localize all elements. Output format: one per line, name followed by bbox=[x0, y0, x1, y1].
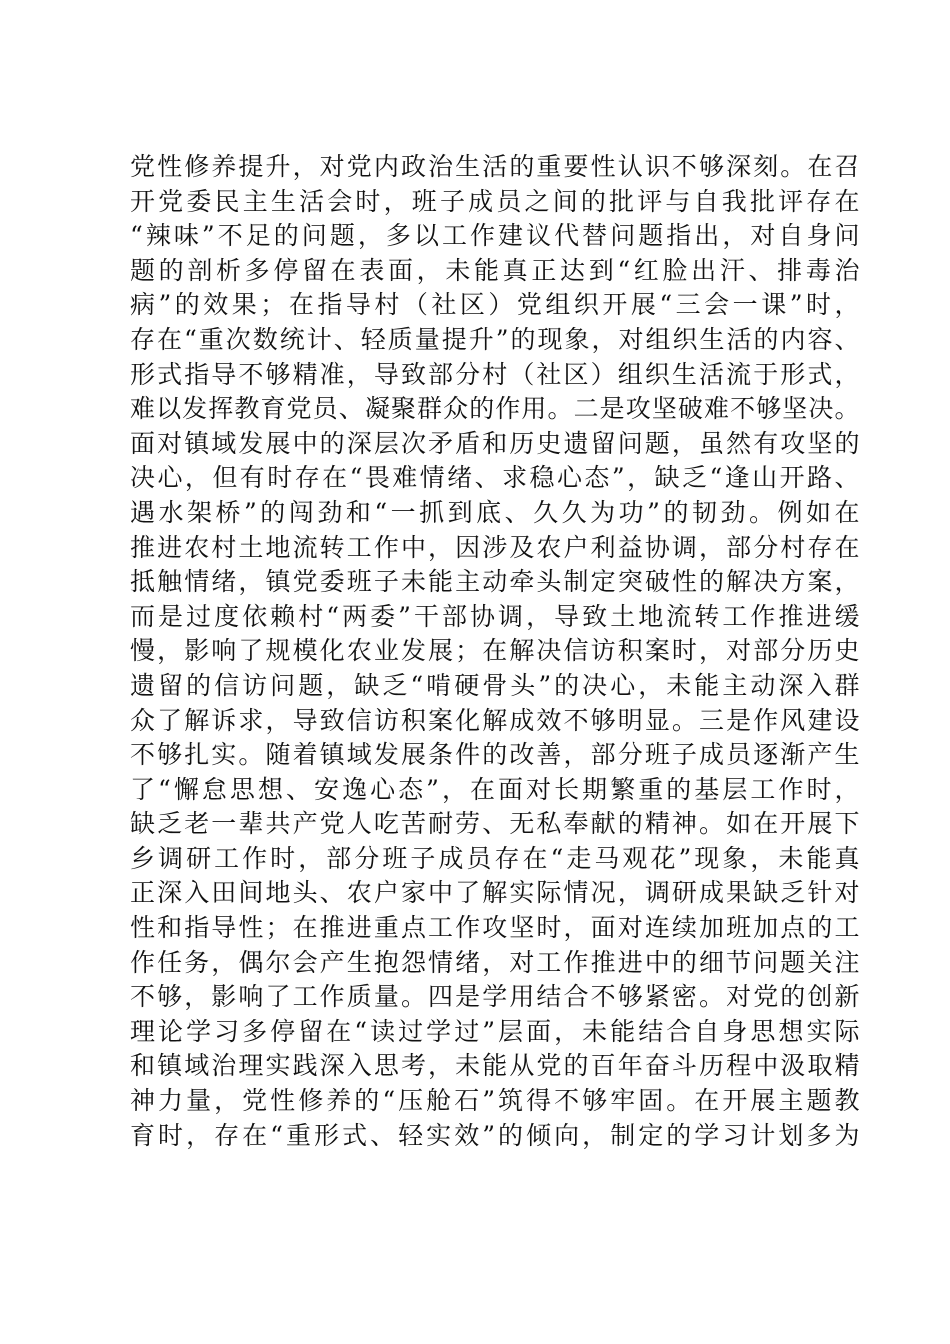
text-line: 而是过度依赖村“两委”干部协调，导致土地流转工作推进缓 bbox=[130, 601, 860, 631]
text-line: 不够，影响了工作质量。四是学用结合不够紧密。对党的创新 bbox=[130, 982, 860, 1012]
text-line: “辣味”不足的问题，多以工作建议代替问题指出，对自身问 bbox=[130, 221, 860, 251]
text-line: 遇水架桥”的闯劲和“一抓到底、久久为功”的韧劲。例如在 bbox=[130, 497, 860, 527]
text-line: 形式指导不够精准，导致部分村（社区）组织生活流于形式， bbox=[130, 359, 860, 389]
text-line: 和镇域治理实践深入思考，未能从党的百年奋斗历程中汲取精 bbox=[130, 1051, 860, 1081]
text-line: 开党委民主生活会时，班子成员之间的批评与自我批评存在 bbox=[130, 186, 860, 216]
text-line: 题的剖析多停留在表面，未能真正达到“红脸出汗、排毒治 bbox=[130, 255, 860, 285]
text-line: 不够扎实。随着镇域发展条件的改善，部分班子成员逐渐产生 bbox=[130, 740, 860, 770]
text-line: 育时，存在“重形式、轻实效”的倾向，制定的学习计划多为 bbox=[130, 1120, 860, 1150]
text-line: 众了解诉求，导致信访积案化解成效不够明显。三是作风建设 bbox=[130, 705, 860, 735]
text-line: 慢，影响了规模化农业发展；在解决信访积案时，对部分历史 bbox=[130, 636, 860, 666]
text-line: 病”的效果；在指导村（社区）党组织开展“三会一课”时， bbox=[130, 290, 860, 320]
text-line: 作任务，偶尔会产生抱怨情绪，对工作推进中的细节问题关注 bbox=[130, 947, 860, 977]
text-line: 决心，但有时存在“畏难情绪、求稳心态”，缺乏“逢山开路、 bbox=[130, 463, 860, 493]
text-line: 正深入田间地头、农户家中了解实际情况，调研成果缺乏针对 bbox=[130, 878, 860, 908]
body-text bbox=[130, 150, 860, 1153]
text-line: 缺乏老一辈共产党人吃苦耐劳、无私奉献的精神。如在开展下 bbox=[130, 809, 860, 839]
text-line: 神力量，党性修养的“压舱石”筑得不够牢固。在开展主题教 bbox=[130, 1086, 860, 1116]
text-line: 党性修养提升，对党内政治生活的重要性认识不够深刻。在召 bbox=[130, 152, 860, 181]
text-line: 了“懈怠思想、安逸心态”，在面对长期繁重的基层工作时， bbox=[130, 774, 860, 804]
text-line: 理论学习多停留在“读过学过”层面，未能结合自身思想实际 bbox=[130, 1016, 860, 1046]
text-line: 难以发挥教育党员、凝聚群众的作用。二是攻坚破难不够坚决。 bbox=[130, 394, 860, 424]
text-line: 性和指导性；在推进重点工作攻坚时，面对连续加班加点的工 bbox=[130, 913, 860, 943]
text-line: 抵触情绪，镇党委班子未能主动牵头制定突破性的解决方案， bbox=[130, 567, 860, 597]
text-line: 面对镇域发展中的深层次矛盾和历史遗留问题，虽然有攻坚的 bbox=[130, 428, 860, 458]
text-line: 推进农村土地流转工作中，因涉及农户利益协调，部分村存在 bbox=[130, 532, 860, 562]
text-line: 存在“重次数统计、轻质量提升”的现象，对组织生活的内容、 bbox=[130, 324, 860, 354]
text-line: 乡调研工作时，部分班子成员存在“走马观花”现象，未能真 bbox=[130, 843, 860, 873]
text-line: 遗留的信访问题，缺乏“啃硬骨头”的决心，未能主动深入群 bbox=[130, 670, 860, 700]
